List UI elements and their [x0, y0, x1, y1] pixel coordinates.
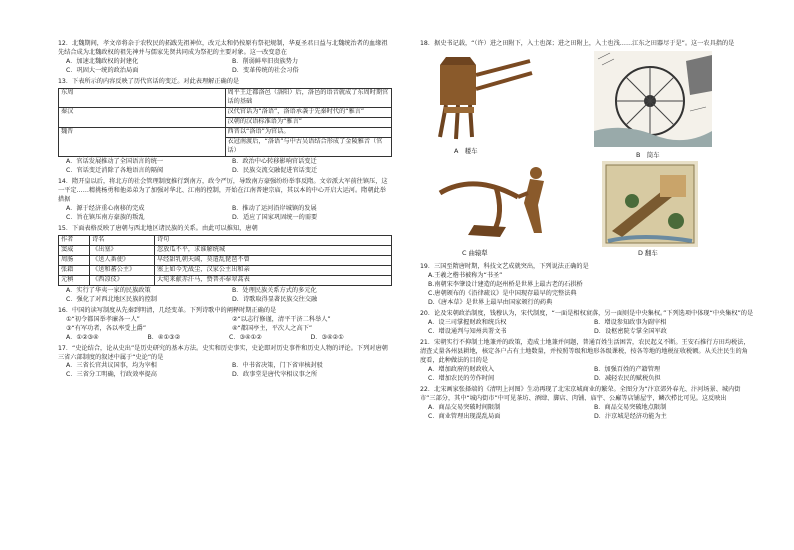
option: D．设枢密院专掌全国军政: [594, 327, 667, 335]
option: A．增加政府的财政收入: [428, 365, 495, 373]
quote-item: ②“以志行修谨，清平干济二科举人”: [232, 315, 331, 323]
option: D．变革传统的社会习俗: [232, 66, 299, 74]
option: B．增设参知政事为副宰相: [594, 318, 667, 326]
table-cell: 衣冠南渡后，“洛语”与中古吴语结合形成了金陵雅音（官话）: [225, 137, 392, 156]
option: A．加速北魏政权的封建化: [66, 57, 139, 65]
option: C．商业管理出现混乱局面: [428, 412, 501, 420]
column-header: 诗名: [90, 235, 155, 245]
option: D．汴京城是经济功能为主: [594, 412, 667, 420]
officials-language-table: [58, 88, 392, 157]
table-row: [59, 275, 392, 285]
table-cell: 《送人番使》: [90, 255, 155, 265]
option: B．商品交易突破地点限制: [594, 403, 667, 411]
option: C．三省分工明确，行政效率提高: [66, 371, 157, 379]
option: B．削弱鲜卑旧贵族势力: [232, 57, 299, 65]
question-stem: 15．下面表格反映了唐朝与西北地区诸民族的关系。由此可以推知，唐朝: [58, 224, 258, 232]
table-row: [59, 245, 392, 255]
table-cell: 张籍: [59, 265, 90, 275]
option: B．推动了运河沿岸城镇的发展: [232, 204, 317, 212]
option: B．处理民族关系方式的多元化: [232, 286, 317, 294]
option: B．政治中心转移影响官话变迁: [232, 157, 317, 165]
question-stem: 21．宋朝实行不抑制土地兼并的政策，造成土地兼并问题，普通百姓生活困苦，农民起义不断。王安石推行方田均税法，清查丈量各州县耕地，核定各户占有土地数量，并按照等级和地形各级课税，按各等地的地税征收税额。从关注民生的角度看，此种做法的目的是: [420, 338, 750, 364]
figure-caption: B 筒车: [636, 150, 660, 159]
table-cell: 大宛来献赤汗马，赞普亦奉翠蒿表: [155, 275, 392, 285]
option: A．商品交易突破时间限制: [428, 403, 501, 411]
table-cell: 周肠: [59, 255, 90, 265]
table-cell: 《西凉伎》: [90, 275, 155, 285]
question-12: [58, 40, 392, 76]
quote-item: ①“初令都国举孝廉各一人”: [66, 315, 140, 323]
option: C．巩固大一统的政治局面: [66, 66, 139, 74]
table-header-row: [59, 235, 392, 245]
option: A．①②③④: [66, 333, 99, 341]
option: A.王羲之楷书被称为“书圣”: [428, 271, 503, 279]
option: C．增加农民的劳作时间: [428, 374, 495, 382]
option: D．③④②①: [310, 333, 344, 341]
table-row: [59, 265, 392, 275]
figure-caption: D 翻车: [638, 248, 658, 257]
question-stem: 18．据史书记载，“（许）进之田附下，入土也深；进之田附上，入土也浅……江东之田器尽于是”。这一农具指的是: [420, 40, 735, 47]
table-cell: 忽放瓜不平，求谁解统城: [155, 245, 392, 255]
question-20: [420, 310, 754, 337]
table-cell: 塞上如今无战尘，汉家公主出和亲: [155, 265, 392, 275]
option: D．诗歌取得显著民族交往交融: [232, 295, 318, 303]
question-stem: 19．三国至隋唐时期，科技文艺成就突出，下列说法正确的是: [420, 262, 589, 270]
question-15: [58, 225, 392, 305]
question-18: [420, 40, 754, 259]
column-header: 作者: [59, 235, 90, 245]
question-stem: 17．“史论结合，论从史出”是历史研究的基本方法。史实和历史事实，史论即对历史事件和历史人物的评论。下列对唐朝三省六部制度的叙述中属于“史论”的是: [58, 344, 388, 361]
option: C．旨在镇压南方豪族的叛乱: [66, 213, 145, 221]
option: A．源于经济重心南移的完成: [66, 204, 145, 212]
option: B．中书省决策，门下省审核封驳: [232, 362, 323, 370]
question-21: [420, 339, 754, 384]
question-stem: 20．论及宋朝政治制度，钱穆认为，宋代制度，“一面是相权衰落，另一面则是中央集权。”下列选项中体现“中央集权”的是: [420, 309, 754, 317]
table-cell: 汉代官话为“洛语”，洛语承袭于先秦时代的“雅言”: [225, 107, 392, 117]
question-17: [58, 345, 392, 381]
table-cell: 《出塞》: [90, 245, 155, 255]
left-column: [58, 40, 392, 382]
table-cell: 早经甜乳朝天阔，莫遣乱琵琶不曾: [155, 255, 392, 265]
table-cell: 周平王迁都洛邑（洛阳）后，洛邑的语音就成了东周时期官话的基础: [225, 88, 392, 107]
table-cell: 东周: [59, 88, 226, 107]
question-13: [58, 78, 392, 176]
table-cell: 西晋以“洛语”为官话。: [225, 127, 392, 137]
quote-item: ④“都国亭主，平次人之高下”: [232, 324, 313, 332]
question-stem: 13．下表所示的内容反映了历代官话的变迁。对此表理解正确的是: [58, 77, 240, 85]
option: D.《唐本草》是世界上最早由国家颁行的药典: [428, 298, 553, 306]
option: D．适应了国家巩固统一的需要: [232, 213, 318, 221]
right-column: [420, 40, 754, 424]
table-cell: 魏晋: [59, 127, 226, 156]
option: C．③④①②: [229, 333, 262, 341]
curved-plough-illustration: [434, 163, 560, 247]
table-cell: 秦汉: [59, 107, 226, 127]
chain-pump-illustration: [602, 161, 698, 247]
option: A．官话发展推动了全国语言的统一: [66, 157, 164, 165]
question-stem: 16．中国的读写制度从先秦到明清，几经变革。下列诗歌中的阐释时期正确的是: [58, 306, 277, 314]
water-wheel-illustration: [594, 51, 712, 147]
table-cell: 《送和蕃公主》: [90, 265, 155, 275]
figure-caption: C 曲辕犁: [462, 248, 488, 257]
question-stem: 12．北魏期间，孝文帝将杂于农牧民的拓跋先祖神位，改元太和仍按原有祭祀规制，华夏圣君日益与北魏统治者的血缘祖先结合成为北魏政权的祖先神并与儒家先贤共同成为祭祀的主要对象。这一改变意在: [58, 40, 388, 56]
option: B．④①③②: [147, 333, 181, 341]
question-16: [58, 307, 392, 343]
option: C.唐朝颁布的《沿律疏议》是中国现存最早的完整法典: [428, 289, 577, 297]
seed-drill-illustration: [430, 55, 540, 143]
question-19: [420, 263, 754, 308]
option: B.南朝宋李肇设计建造的赵州桥是世界上最古老的石拱桥: [428, 280, 583, 288]
column-header: 诗句: [155, 235, 392, 245]
quote-item: ③“有军功者，各以率受上爵”: [66, 324, 147, 332]
table-row: [59, 107, 392, 117]
figure-caption: A 耧车: [454, 146, 478, 155]
option: D．政事堂是唐代宰相议事之所: [232, 371, 318, 379]
option: B．加强百姓的产籍管理: [594, 365, 661, 373]
table-cell: 汉朝的汉语标准语为“雅言”: [225, 117, 392, 127]
option: A．设三司掌握财政和统兵权: [428, 318, 507, 326]
option: C．强化了对西北地区民族的控制: [66, 295, 157, 303]
table-cell: 窦威: [59, 245, 90, 255]
option: A．三省长官共议国事，均为宰相: [66, 362, 157, 370]
question-stem: 14．隋开皇以后，将北方的社会管理制度推行到南方，政令严厉，导致南方豪强纷纷举事反隋。文帝派大军前往镇压，这一平定……精挑杨勇和他弟弟为了加强对华北、江南的控制，开始在江南普建宗庙，其以本的中心开启大运河。隋朝此举措据: [58, 177, 388, 203]
poems-table: [58, 235, 392, 286]
table-row: [59, 88, 392, 107]
table-row: [59, 127, 392, 137]
question-22: [420, 386, 754, 422]
table-cell: 元稹: [59, 275, 90, 285]
option: C．官话变迁消除了各地语言的隔阂: [66, 166, 164, 174]
question-stem: 22．北宋画家张择端的《清明上河图》生动再现了北宋京城商业的繁荣。全图分为“汴京郊外春光、汴河场景、城内街市”三部分，其中“城内街市”中可见茶坊、酒肆、脚店、肉铺、庙宇、公廨等店铺屋宇，鳞次栉比可见。这反映出: [420, 385, 741, 402]
option: D．民族交流交融促进官话变迁: [232, 166, 318, 174]
table-row: [59, 255, 392, 265]
option: C．增设通判与知州共署文书: [428, 327, 507, 335]
farm-tools-figures: [420, 51, 754, 259]
option: D．减轻农民的赋税负担: [594, 374, 661, 382]
option: A．实行了华夷一家的民族政策: [66, 286, 151, 294]
question-14: [58, 178, 392, 223]
